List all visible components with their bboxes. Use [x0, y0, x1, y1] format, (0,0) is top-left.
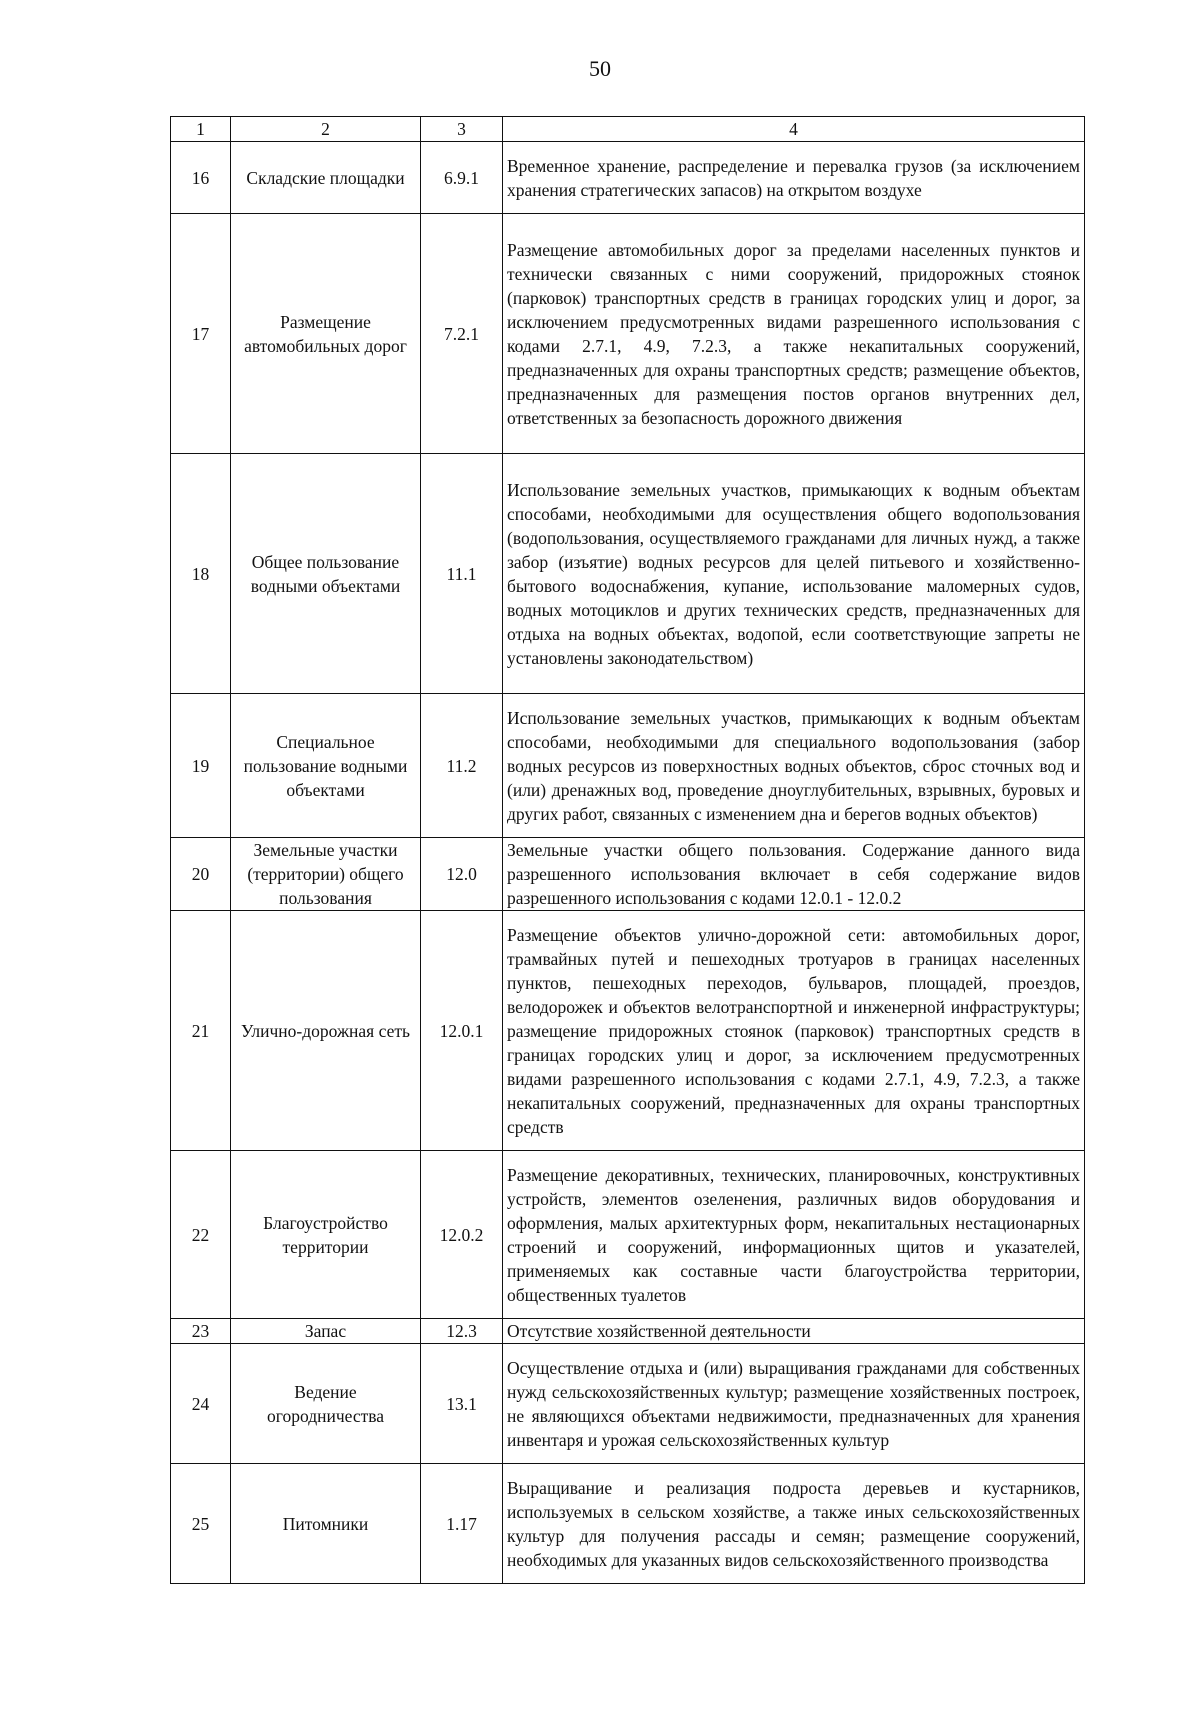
table-row [171, 1464, 1085, 1584]
land-use-code: 12.0 [421, 838, 503, 911]
land-use-code: 12.3 [421, 1319, 503, 1344]
table-row [171, 1344, 1085, 1464]
land-use-name: Ведение огородничества [231, 1344, 421, 1464]
land-use-code: 11.1 [421, 454, 503, 694]
land-use-name: Складские площадки [231, 142, 421, 214]
row-number: 16 [171, 142, 231, 214]
table-row [171, 1151, 1085, 1319]
land-use-description: Использование земельных участков, примыкающих к водным объектам способами, необходимыми для специального водопользования (забор водных ресурсов из поверхностных водных объектов, сброс сточных вод и (или) дренажных вод, проведение дноуглубительных, взрывных, буровых и других работ, связанных с изменением дна и берегов водных объектов) [503, 694, 1085, 838]
land-use-name: Улично-дорожная сеть [231, 911, 421, 1151]
header-col-2: 2 [231, 117, 421, 142]
land-use-code: 11.2 [421, 694, 503, 838]
land-use-description: Временное хранение, распределение и перевалка грузов (за исключением хранения стратегических запасов) на открытом воздухе [503, 142, 1085, 214]
page-number: 50 [589, 56, 611, 81]
row-number: 18 [171, 454, 231, 694]
land-use-name: Запас [231, 1319, 421, 1344]
land-use-table [170, 116, 1085, 1584]
land-use-name: Земельные участки (территории) общего пользования [231, 838, 421, 911]
table-row [171, 694, 1085, 838]
header-col-3: 3 [421, 117, 503, 142]
land-use-name: Общее пользование водными объектами [231, 454, 421, 694]
row-number: 20 [171, 838, 231, 911]
row-number: 23 [171, 1319, 231, 1344]
land-use-code: 12.0.2 [421, 1151, 503, 1319]
table-row [171, 214, 1085, 454]
header-col-4: 4 [503, 117, 1085, 142]
land-use-description: Размещение объектов улично-дорожной сети: автомобильных дорог, трамвайных путей и пешеходных тротуаров в границах населенных пунктов, пешеходных переходов, бульваров, площадей, проездов, велодорожек и объектов велотранспортной и инженерной инфраструктуры; размещение придорожных стоянок (парковок) транспортных средств в границах городских улиц и дорог, за исключением предусмотренных видами разрешенного использования с кодами 2.7.1, 4.9, 7.2.3, а также некапитальных сооружений, предназначенных для охраны транспортных средств [503, 911, 1085, 1151]
land-use-code: 12.0.1 [421, 911, 503, 1151]
land-use-name: Размещение автомобильных дорог [231, 214, 421, 454]
land-use-description: Размещение автомобильных дорог за пределами населенных пунктов и технически связанных с ними сооружений, придорожных стоянок (парковок) транспортных средств в границах городских улиц и дорог, за исключением предусмотренных видами разрешенного использования с кодами 2.7.1, 4.9, 7.2.3, а также некапитальных сооружений, предназначенных для охраны транспортных средств; размещение объектов, предназначенных для размещения постов органов внутренних дел, ответственных за безопасность дорожного движения [503, 214, 1085, 454]
table-row [171, 454, 1085, 694]
table-row [171, 911, 1085, 1151]
land-use-code: 6.9.1 [421, 142, 503, 214]
land-use-name: Питомники [231, 1464, 421, 1584]
land-use-code: 7.2.1 [421, 214, 503, 454]
land-use-description: Отсутствие хозяйственной деятельности [503, 1319, 1085, 1344]
table-row [171, 838, 1085, 911]
land-use-description: Выращивание и реализация подроста деревьев и кустарников, используемых в сельском хозяйстве, а также иных сельскохозяйственных культур для получения рассады и семян; размещение сооружений, необходимых для указанных видов сельскохозяйственного производства [503, 1464, 1085, 1584]
row-number: 17 [171, 214, 231, 454]
land-use-description: Использование земельных участков, примыкающих к водным объектам способами, необходимыми для осуществления общего водопользования (водопользования, осуществляемого гражданами для личных нужд, а также забор (изъятие) водных ресурсов для целей питьевого и хозяйственно-бытового водоснабжения, купание, использование маломерных судов, водных мотоциклов и других технических средств, предназначенных для отдыха на водных объектах, водопой, если соответствующие запреты не установлены законодательством) [503, 454, 1085, 694]
row-number: 19 [171, 694, 231, 838]
land-use-description: Размещение декоративных, технических, планировочных, конструктивных устройств, элементов озеленения, различных видов оборудования и оформления, малых архитектурных форм, некапитальных нестационарных строений и сооружений, информационных щитов и указателей, применяемых как составные части благоустройства территории, общественных туалетов [503, 1151, 1085, 1319]
row-number: 25 [171, 1464, 231, 1584]
row-number: 22 [171, 1151, 231, 1319]
table-row [171, 1319, 1085, 1344]
land-use-name: Благоустройство территории [231, 1151, 421, 1319]
land-use-code: 1.17 [421, 1464, 503, 1584]
table-row [171, 142, 1085, 214]
land-use-code: 13.1 [421, 1344, 503, 1464]
land-use-name: Специальное пользование водными объектами [231, 694, 421, 838]
row-number: 24 [171, 1344, 231, 1464]
header-col-1: 1 [171, 117, 231, 142]
land-use-description: Осуществление отдыха и (или) выращивания гражданами для собственных нужд сельскохозяйственных культур; размещение хозяйственных построек, не являющихся объектами недвижимости, предназначенных для хранения инвентаря и урожая сельскохозяйственных культур [503, 1344, 1085, 1464]
table-header-row [171, 117, 1085, 142]
land-use-description: Земельные участки общего пользования. Содержание данного вида разрешенного использования включает в себя содержание видов разрешенного использования с кодами 12.0.1 - 12.0.2 [503, 838, 1085, 911]
row-number: 21 [171, 911, 231, 1151]
